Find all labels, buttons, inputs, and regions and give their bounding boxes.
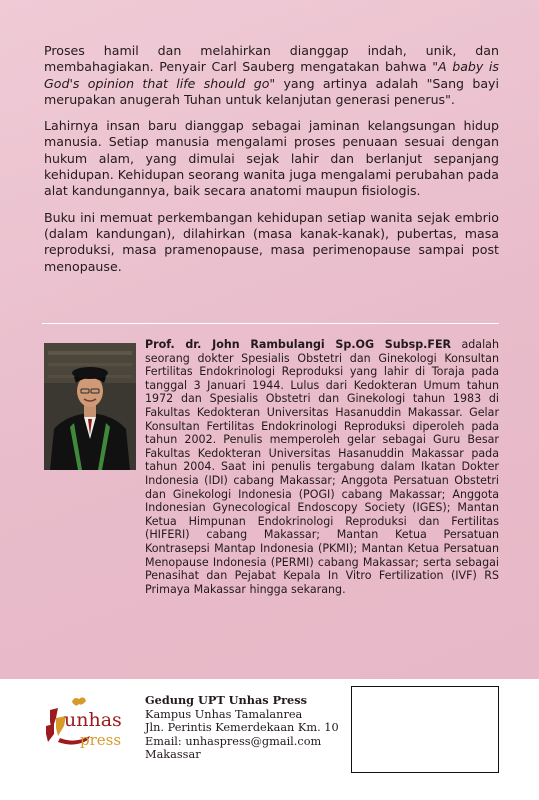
svg-text:press: press xyxy=(80,731,122,749)
book-blurb xyxy=(44,43,499,285)
unhas-press-logo xyxy=(44,696,134,756)
address-line: Jln. Perintis Kemerdekaan Km. 10 xyxy=(145,721,339,735)
blurb-paragraph-1 xyxy=(44,43,499,108)
email-line: Email: unhaspress@gmail.com xyxy=(145,734,322,748)
blurb-paragraph-3: Buku ini memuat perkembangan kehidupan setiap wanita sejak embrio (dalam kandungan), dilahirkan (masa kanak-kanak), pubertas, masa reproduksi, masa pramenopause, masa perimenopause sampai post menopause. xyxy=(44,209,499,274)
address-line: Kampus Unhas Tamalanrea xyxy=(145,707,303,721)
barcode-placeholder-box xyxy=(351,686,499,773)
svg-text:unhas: unhas xyxy=(64,709,122,731)
publisher-name: Gedung UPT Unhas Press xyxy=(145,693,307,707)
author-name: Prof. dr. John Rambulangi Sp.OG Subsp.FER xyxy=(145,338,452,351)
author-bio xyxy=(145,338,499,596)
blurb-paragraph-2: Lahirnya insan baru dianggap sebagai jaminan kelangsungan hidup manusia. Setiap manusia mengalami proses penuaan sesuai dengan hukum alam, yang dimulai sejak lahir dan berlanjut sepanjang kehidupan. Kehidupan seorang wanita juga mengalami perubahan pada alat kandungannya, baik secara anatomi maupun fisiologis. xyxy=(44,118,499,199)
blurb-quote: "A baby is God's opinion that life should go" xyxy=(44,59,499,91)
publisher-address xyxy=(145,694,345,762)
publisher-footer xyxy=(0,679,539,800)
section-divider xyxy=(42,323,499,324)
blurb-text: Proses hamil dan melahirkan dianggap indah, unik, dan membahagiakan. Penyair Carl Sauberg mengatakan bahwa xyxy=(44,43,499,75)
author-bio-text: adalah seorang dokter Spesialis Obstetri dan Ginekologi Konsultan Fertilitas Endokrinologi Reproduksi yang lahir di Toraja pada tanggal 3 Januari 1944. Lulus dari Kedokteran Umum tahun 1972 dan Spesialis Obstetri dan Ginekologi tahun 1983 di Fakultas Kedokteran Universitas Hasanuddin Makassar. Gelar Konsultan Fertilitas Endokrinologi Reproduksi diperoleh pada tahun 2002. Penulis memperoleh gelar sebagai Guru Besar Fakultas Kedokteran Universitas Hasanuddin Makassar pada tahun 2004. Saat ini penulis tergabung dalam Ikatan Dokter Indonesia (IDI) cabang Makassar; Anggota Persatuan Obstetri dan Ginekologi Indonesia (POGI) cabang Makassar; Anggota Indonesian Gynecological Endoscopy Society (IGES); Mantan Ketua Himpunan Endokrinologi Reproduksi dan Fertilitas (HIFERI) cabang Makassar; Mantan Ketua Persatuan Kontrasepsi Mantap Indonesia (PKMI); Mantan Ketua Persatuan Menopause Indonesia (PERMI) cabang Makassar; serta sebagai Penasihat dan Pejabat Kepala In Vitro Fertilization (IVF) RS Primaya Makassar hingga sekarang. xyxy=(145,338,499,596)
author-photo xyxy=(44,343,136,470)
address-line: Makassar xyxy=(145,748,201,762)
blurb-text: yang artinya adalah "Sang bayi merupakan anugerah Tuhan untuk kelanjutan generasi penerus". xyxy=(44,75,499,107)
